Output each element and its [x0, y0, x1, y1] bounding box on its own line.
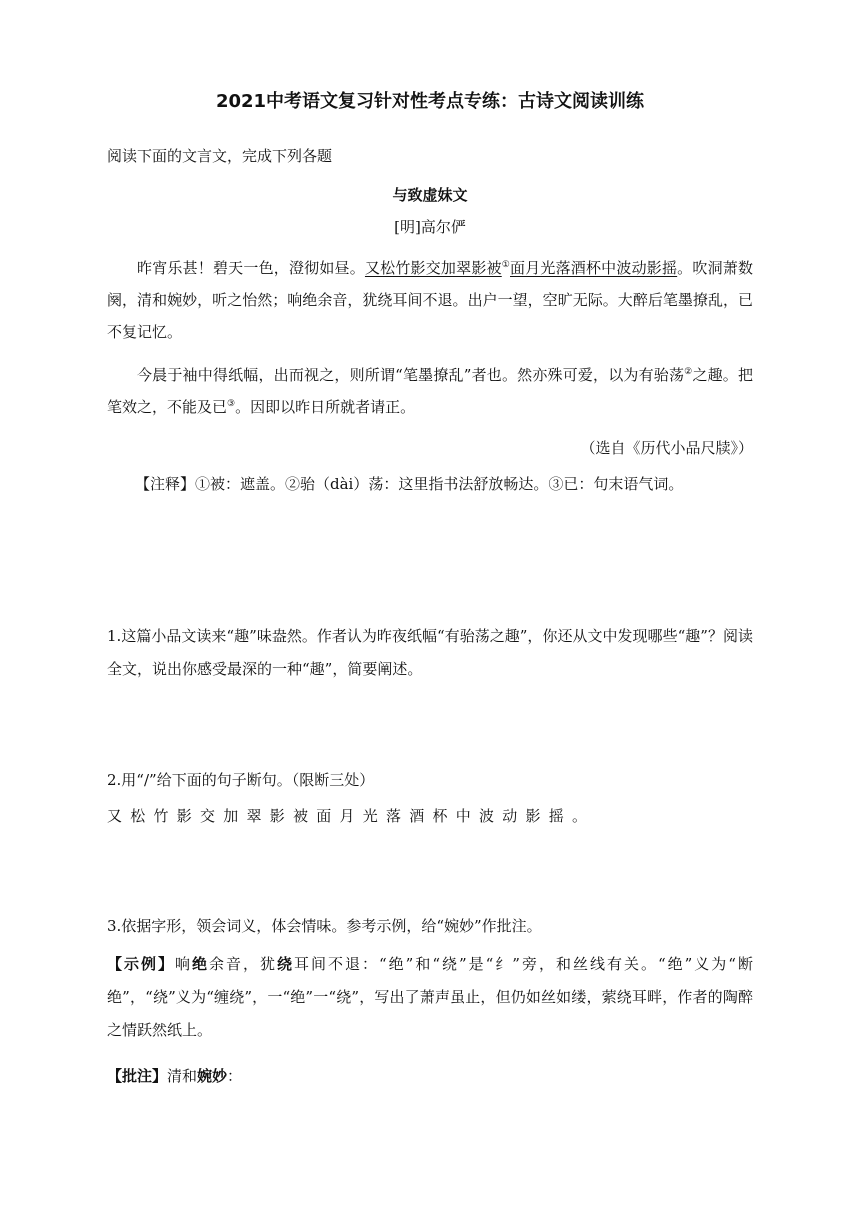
passage-notes: 【注释】①被：遮盖。②骀（dài）荡：这里指书法舒放畅达。③已：句末语气词。 — [135, 475, 684, 493]
question-3-example — [107, 948, 753, 1047]
example-bold-rao: 绕 — [277, 955, 294, 973]
p1-text-a: 昨宵乐甚！碧天一色，澄彻如昼。 — [137, 259, 365, 277]
example-bold-jue: 绝 — [192, 955, 209, 973]
footnote-marker-2: ② — [684, 367, 693, 377]
example-label: 【示例】 — [107, 955, 175, 973]
example-text-3: 耳间不退：“绝”和“绕”是“纟”旁，和丝线有关。“绝”义为“断绝”，“绕”义为“缠绕”，一“绝”一“绕”，写出了萧声虽止，但仍如丝如缕，萦绕耳畔，作者的陶醉之情跃然纸上。 — [107, 955, 753, 1039]
underlined-sentence-part-2: 面月光落酒杯中波动影摇 — [510, 259, 678, 277]
question-3-prompt: 3.依据字形，领会词义，体会情味。参考示例，给“婉妙”作批注。 — [107, 917, 542, 935]
question-2-sentence: 又松竹影交加翠影被面月光落酒杯中波动影摇。 — [107, 807, 596, 825]
p2-text-c: 。因即以昨日所就者请正。 — [235, 398, 416, 416]
p2-text-a: 今晨于袖中得纸幅，出而视之，则所谓“笔墨撩乱”者也。然亦殊可爱，以为有骀荡 — [137, 366, 685, 384]
p2-text-b: 之趣。把笔效之，不能及已 — [107, 366, 753, 416]
passage-author: [明]高尔俨 — [394, 218, 466, 236]
question-1: 1.这篇小品文读来“趣”味盎然。作者认为昨夜纸幅“有骀荡之趣”，你还从文中发现哪些“趣”？阅读全文，说出你感受最深的一种“趣”，简要阐述。 — [107, 627, 753, 678]
annotation-text-2: ： — [227, 1067, 243, 1085]
passage-source: （选自《历代小品尺牍》） — [580, 439, 753, 457]
p1-text-b: 。吹洞萧数阕，清和婉妙，听之怡然；响绝余音，犹绕耳间不退。出户一望，空旷无际。大醉后笔墨撩乱，已不复记忆。 — [107, 259, 753, 341]
footnote-marker-3: ③ — [227, 399, 236, 409]
annotation-text-1: 清和 — [167, 1067, 198, 1085]
example-text-2: 余音，犹 — [209, 955, 277, 973]
question-3-annotation — [107, 1062, 753, 1090]
underlined-sentence-part-1: 又松竹影交加翠影被 — [364, 259, 502, 277]
question-2-prompt: 2.用“/”给下面的句子断句。（限断三处） — [107, 771, 375, 789]
annotation-bold-wanmiao: 婉妙 — [197, 1067, 228, 1085]
passage-paragraph-2 — [107, 359, 753, 423]
footnote-marker-1: ① — [501, 260, 510, 270]
document-title: 2021中考语文复习针对性考点专练：古诗文阅读训练 — [215, 91, 645, 112]
passage-title: 与致虚妹文 — [392, 186, 468, 204]
annotation-label: 【批注】 — [107, 1067, 168, 1085]
instruction-text: 阅读下面的文言文，完成下列各题 — [107, 147, 333, 165]
passage-paragraph-1 — [107, 252, 753, 348]
example-text-1: 响 — [175, 955, 192, 973]
